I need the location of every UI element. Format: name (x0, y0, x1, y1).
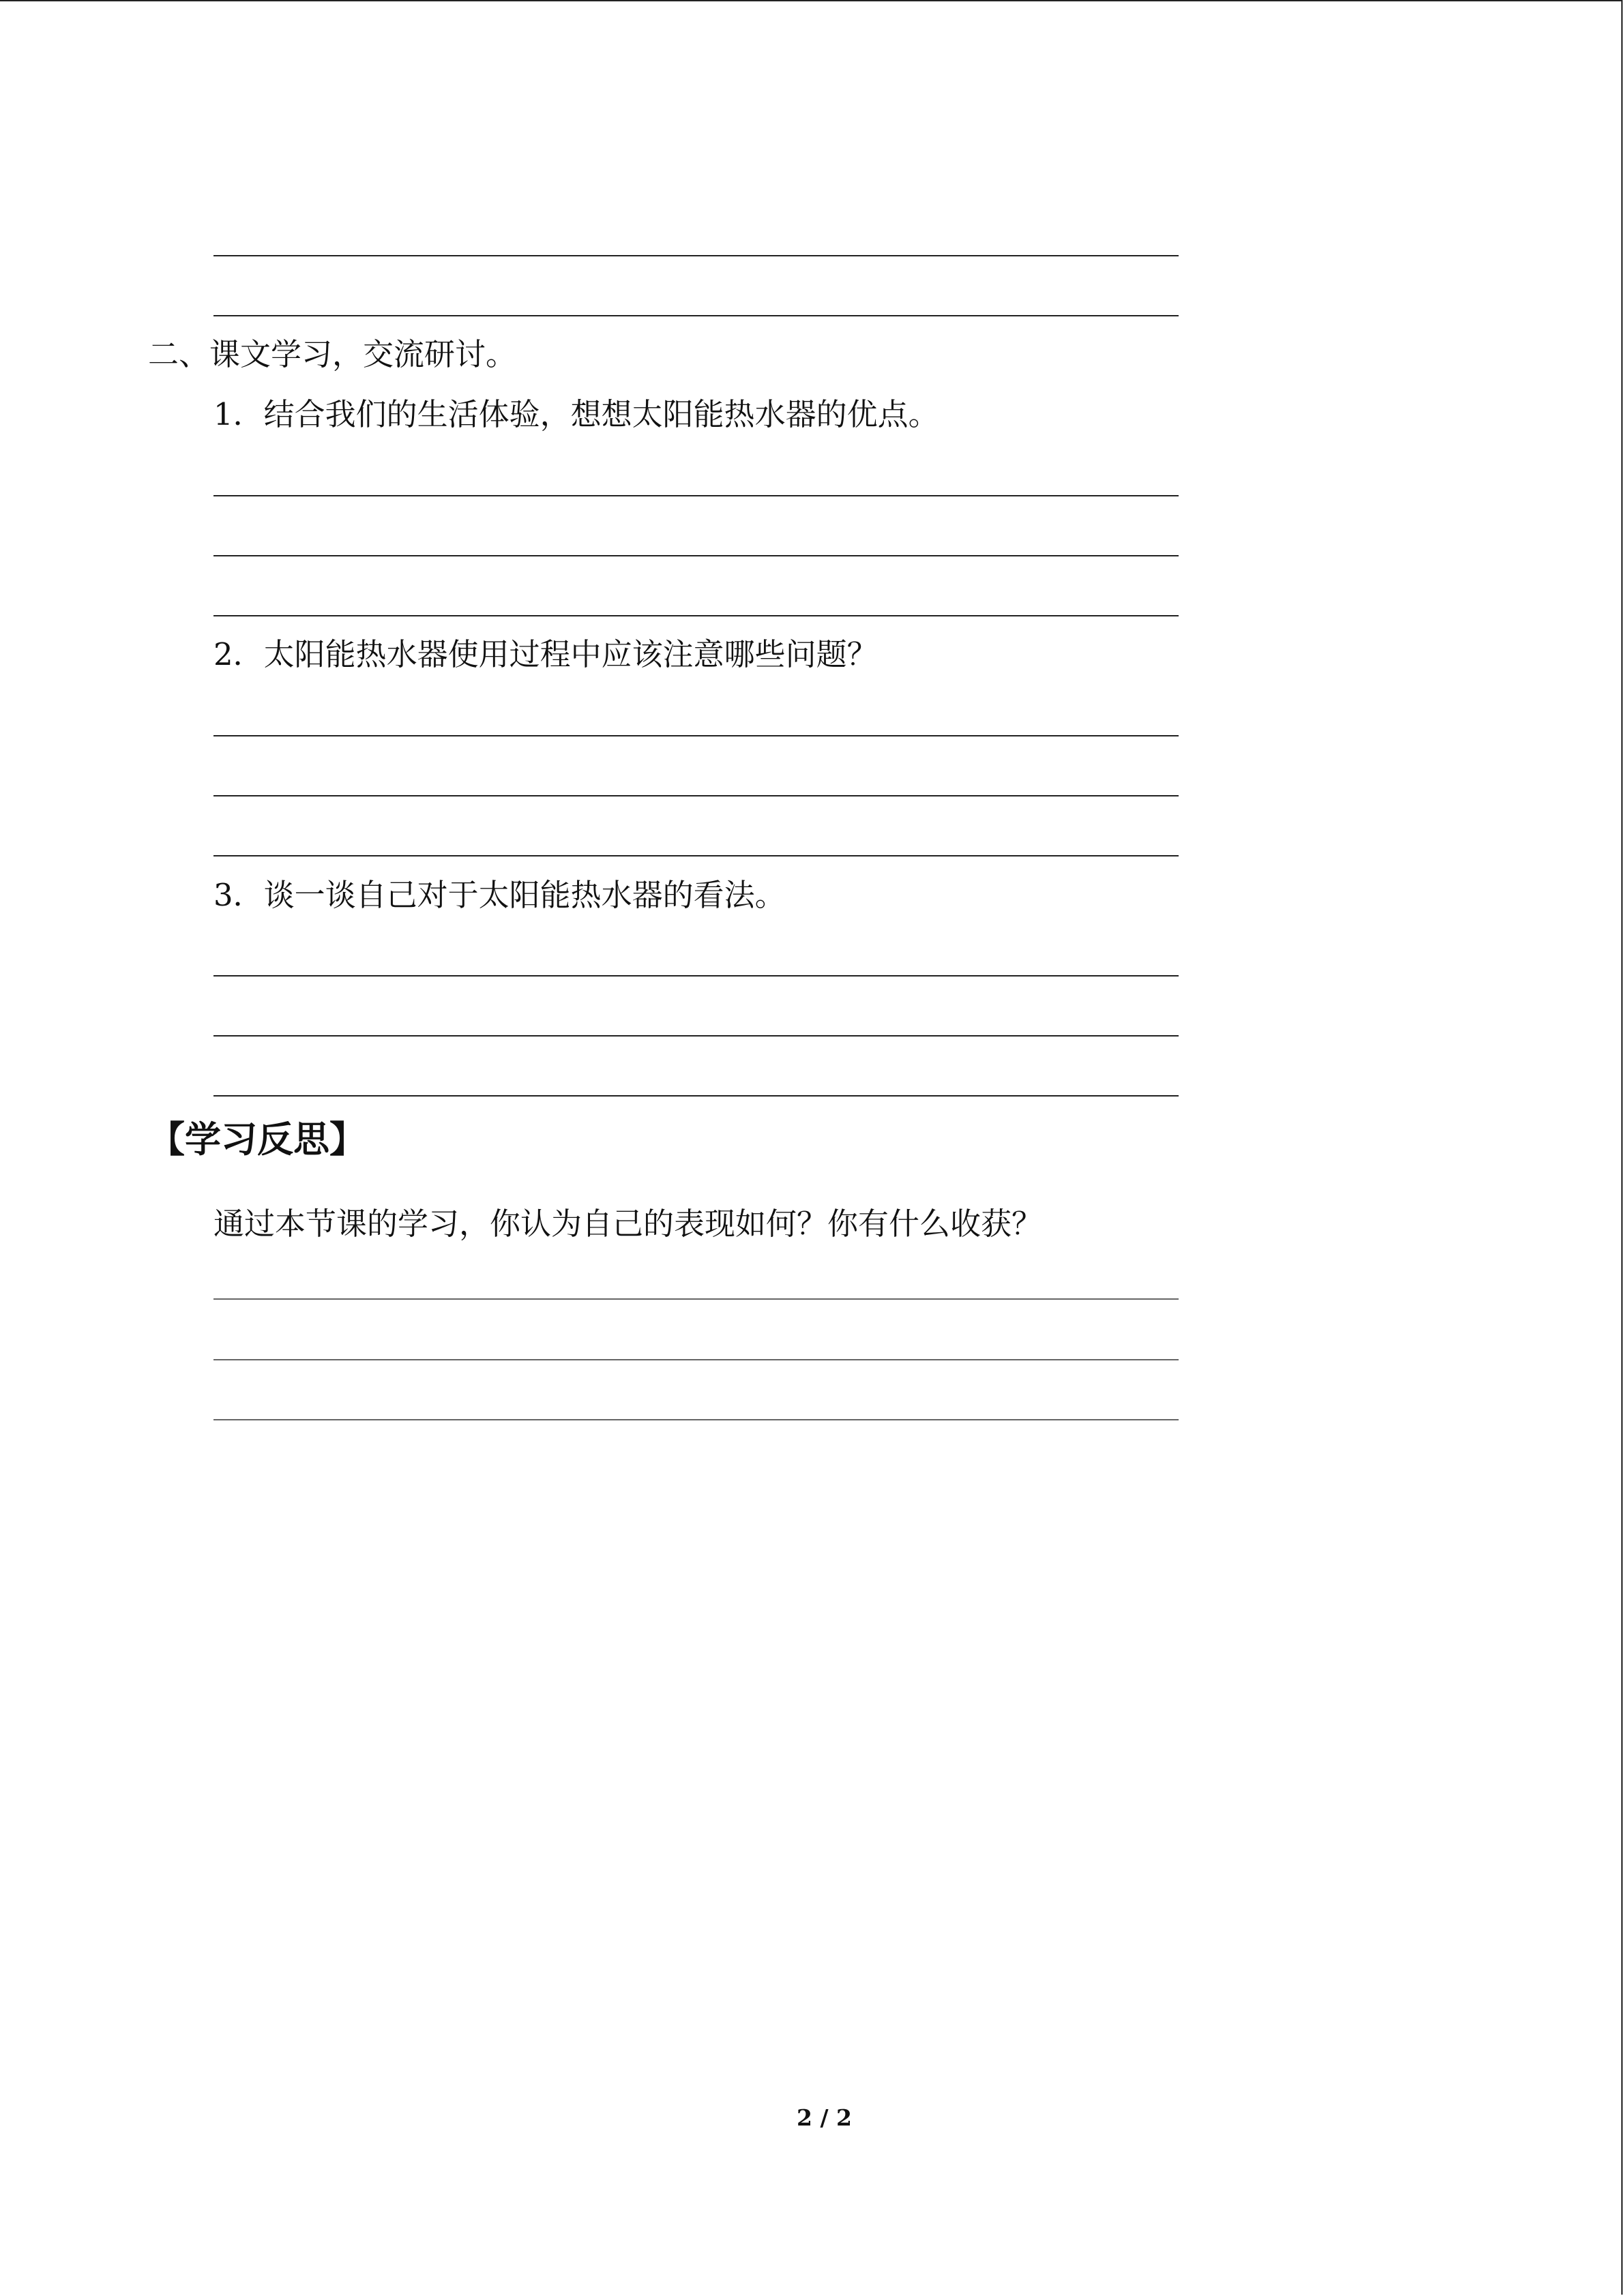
answer-line (213, 795, 1179, 796)
reflection-prompt: 通过本节课的学习，你认为自己的表现如何？你有什么收获？ (213, 1206, 1043, 1242)
answer-line (213, 555, 1179, 556)
section-heading: 二、课文学习，交流研讨。 (148, 336, 517, 372)
question-1: 1．结合我们的生活体验，想想太阳能热水器的优点。 (213, 396, 939, 432)
question-2: 2．太阳能热水器使用过程中应该注意哪些问题？ (213, 636, 878, 672)
reflection-heading: 【学习反思】 (149, 1118, 366, 1161)
answer-line (213, 1035, 1179, 1037)
answer-line (213, 615, 1179, 616)
question-3: 3．谈一谈自己对于太阳能热水器的看法。 (213, 877, 786, 913)
answer-line (213, 1095, 1179, 1097)
page-number: 2 / 2 (797, 2104, 852, 2131)
answer-line (213, 1298, 1179, 1300)
answer-line (213, 495, 1179, 496)
answer-line (213, 1419, 1179, 1420)
answer-line (213, 315, 1179, 316)
answer-line (213, 855, 1179, 856)
answer-line (213, 735, 1179, 736)
answer-line (213, 255, 1179, 256)
answer-line (213, 1359, 1179, 1360)
answer-line (213, 975, 1179, 976)
